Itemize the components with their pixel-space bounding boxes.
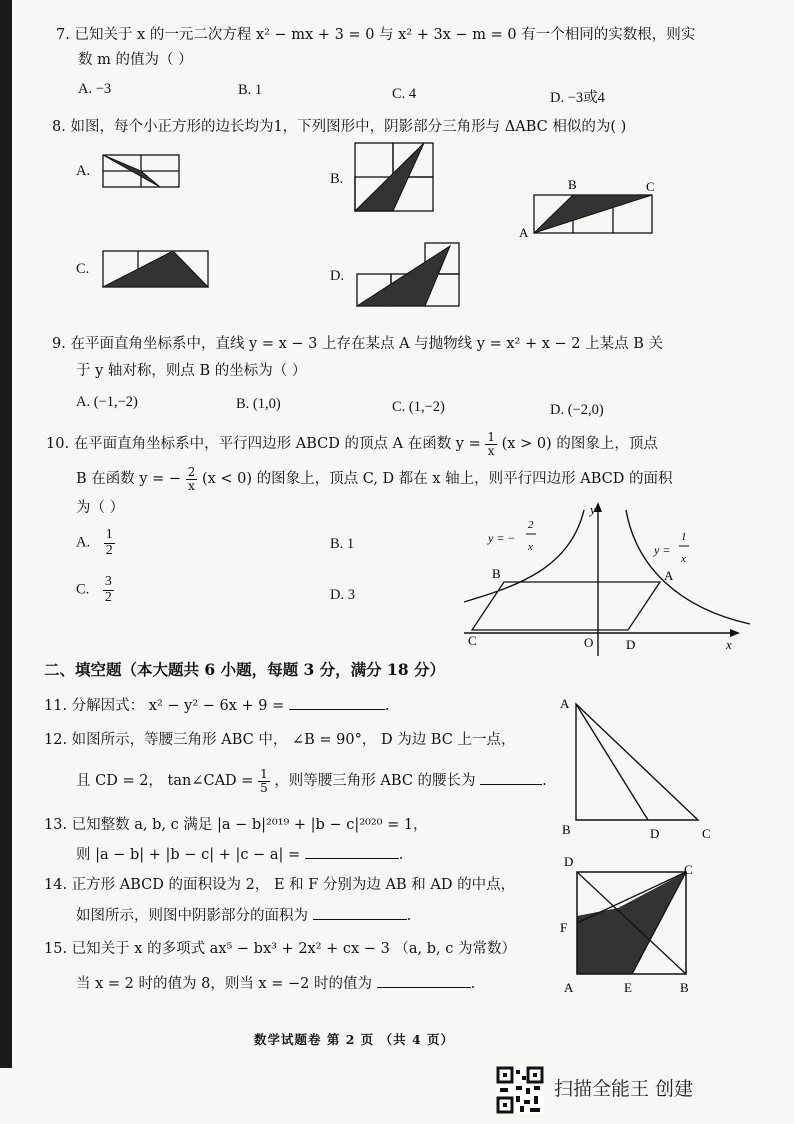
q8-question: 8. 如图，每个小正方形的边长均为1，下列图形中，阴影部分三角形与 ΔABC 相似的为( ) <box>52 119 627 135</box>
q15-line2-text: 当 x = 2 时的值为 8，则当 x = −2 时的值为 <box>76 976 372 992</box>
q15-line1: 15. 已知关于 x 的多项式 ax⁵ − bx³ + 2x² + cx − 3 （a, b, c 为常数） <box>44 941 516 957</box>
q10-line2-text-a: B 在函数 y = − <box>76 471 182 488</box>
q10-option-a-fraction <box>104 528 115 558</box>
page-footer: 数学试题卷 第 2 页 （共 4 页） <box>254 1032 455 1047</box>
q11-end: . <box>384 698 390 714</box>
q10-line2 <box>76 466 673 492</box>
q10-opt-c-numerator: 3 <box>104 574 112 589</box>
q15-end: . <box>470 976 476 992</box>
q10-opt-c-denominator: 2 <box>104 589 112 605</box>
q10-graph-left-fn-denominator: x <box>528 541 533 553</box>
qr-code-icon <box>496 1066 544 1114</box>
q12-line2 <box>76 768 547 794</box>
q10-opt-a-denominator: 2 <box>105 542 113 558</box>
q10-graph-origin: O <box>584 635 594 650</box>
q10-opt-a-numerator: 1 <box>105 527 113 542</box>
q10-graph-y-label: y <box>590 502 596 517</box>
q14-point-e: E <box>624 980 632 995</box>
q14-answer-blank <box>313 907 407 920</box>
q15-line2 <box>76 975 475 992</box>
q13-answer-blank <box>305 846 399 859</box>
q14-line2 <box>76 907 411 924</box>
q8-point-c: C <box>646 179 655 194</box>
q10-graph <box>458 498 758 658</box>
q9-option-d: D. (−2,0) <box>550 402 604 418</box>
q7-option-c: C. 4 <box>392 86 417 102</box>
q10-frac2-numerator: 2 <box>187 465 196 479</box>
q9-line1: 9. 在平面直角坐标系中，直线 y = x − 3 上存在某点 A 与抛物线 y = x² + x − 2 上某点 B 关 <box>52 336 663 352</box>
q13-line2 <box>76 846 403 863</box>
q8-label-c: C. <box>76 261 90 277</box>
q10-line1-text-a: 10. 在平面直角坐标系中，平行四边形 ABCD 的顶点 A 在函数 y = <box>46 436 481 453</box>
q12-point-c: C <box>702 826 711 840</box>
q14-end: . <box>406 908 412 924</box>
q10-graph-right-fn-prefix: y = <box>654 543 671 557</box>
q10-line1-text-b: (x > 0) 的图象上，顶点 <box>501 436 658 453</box>
section-title-fill-in: 二、填空题（本大题共 6 小题，每题 3 分，满分 18 分） <box>44 660 446 679</box>
q9-option-a: A. (−1,−2) <box>76 394 138 410</box>
q8-label-b: B. <box>330 171 344 187</box>
q8-label-a: A. <box>76 163 91 179</box>
q10-graph-x-label: x <box>726 637 732 652</box>
q7-line1: 7. 已知关于 x 的一元二次方程 x² − mx + 3 = 0 与 x² + 3x − m = 0 有一个相同的实数根，则实 <box>56 27 696 43</box>
q12-point-b: B <box>562 822 571 837</box>
q13-line1: 13. 已知整数 a, b, c 满足 |a − b|²⁰¹⁹ + |b − c|²⁰²⁰ = 1， <box>44 817 428 833</box>
q8-reference-triangle <box>516 176 666 238</box>
q12-frac-numerator: 1 <box>260 767 268 781</box>
q10-frac1-denominator: x <box>487 443 495 458</box>
q10-graph-point-d: D <box>626 637 636 652</box>
q7-line2: 数 m 的值为（ ） <box>78 52 193 68</box>
q10-option-b: B. 1 <box>330 536 355 552</box>
q14-point-f: F <box>560 920 568 935</box>
q13-end: . <box>398 847 404 863</box>
q14-figure <box>556 852 706 996</box>
q14-point-b: B <box>680 980 689 995</box>
q10-line3: 为（ ） <box>76 500 125 516</box>
q10-frac1-numerator: 1 <box>487 430 496 444</box>
q14-line1: 14. 正方形 ABCD 的面积设为 2， E 和 F 分别为边 AB 和 AD 的中点， <box>44 877 516 893</box>
q10-option-c-fraction <box>103 575 114 605</box>
q10-graph-point-b: B <box>492 566 501 581</box>
q10-graph-left-fn-numerator: 2 <box>528 519 534 531</box>
q8-figure-a <box>102 154 182 190</box>
q12-end: . <box>542 773 547 790</box>
q14-point-c: C <box>684 862 693 877</box>
q7-option-b: B. 1 <box>238 82 263 98</box>
q10-option-d: D. 3 <box>330 587 355 603</box>
q12-line1: 12. 如图所示，等腰三角形 ABC 中， ∠B = 90°， D 为边 BC 上一点， <box>44 732 516 748</box>
q10-fraction-1-over-x <box>485 431 497 457</box>
q8-figure-c <box>102 250 212 290</box>
q12-frac-denominator: 5 <box>260 780 268 795</box>
q11-question <box>44 697 389 714</box>
q9-line2: 于 y 轴对称，则点 B 的坐标为（ ） <box>76 363 307 379</box>
q10-frac2-denominator: x <box>188 478 195 493</box>
scan-edge <box>0 0 12 1068</box>
q12-line2-text-b: ，则等腰三角形 ABC 的腰长为 <box>274 773 476 790</box>
q12-answer-blank <box>480 772 542 785</box>
q8-point-b: B <box>568 177 577 192</box>
q10-option-a <box>76 528 115 558</box>
q13-line2-text: 则 |a − b| + |b − c| + |c − a| = <box>76 847 301 863</box>
q7-option-d: D. −3或4 <box>550 90 605 106</box>
q10-graph-left-fn-prefix: y = − <box>488 531 516 545</box>
q10-line2-text-b: (x < 0) 的图象上，顶点 C, D 都在 x 轴上，则平行四边形 ABCD 的面积 <box>201 471 673 488</box>
q11-text: 11. 分解因式： x² − y² − 6x + 9 = <box>44 698 285 714</box>
q10-graph-right-fn-denominator: x <box>681 553 686 565</box>
q8-point-a: A <box>519 225 529 238</box>
q7-option-a: A. −3 <box>78 81 112 97</box>
q12-fraction <box>258 768 270 794</box>
q14-point-a: A <box>564 980 574 995</box>
q9-option-c: C. (1,−2) <box>392 399 445 415</box>
q11-answer-blank <box>289 697 385 710</box>
q10-graph-point-a: A <box>664 568 674 583</box>
q10-option-c-label: C. <box>76 581 90 598</box>
q10-option-a-label: A. <box>76 534 91 551</box>
q14-point-d: D <box>564 854 574 869</box>
q9-option-b: B. (1,0) <box>236 396 281 412</box>
q12-figure <box>556 694 720 840</box>
q10-graph-right-fn-numerator: 1 <box>681 531 687 543</box>
q12-point-d: D <box>650 826 660 840</box>
q10-option-c <box>76 575 114 605</box>
q10-graph-point-c: C <box>468 633 477 648</box>
q8-label-d: D. <box>330 268 345 284</box>
q8-figure-b <box>354 142 436 214</box>
q10-line1 <box>46 431 658 457</box>
q15-answer-blank <box>377 975 471 988</box>
q8-figure-d <box>356 242 462 308</box>
q12-point-a: A <box>560 696 570 711</box>
watermark-text: 扫描全能王 创建 <box>554 1078 694 1100</box>
q14-line2-text: 如图所示，则图中阴影部分的面积为 <box>76 908 308 924</box>
q12-line2-text-a: 且 CD = 2， tan∠CAD = <box>76 773 254 790</box>
q10-fraction-2-over-x <box>186 466 198 492</box>
